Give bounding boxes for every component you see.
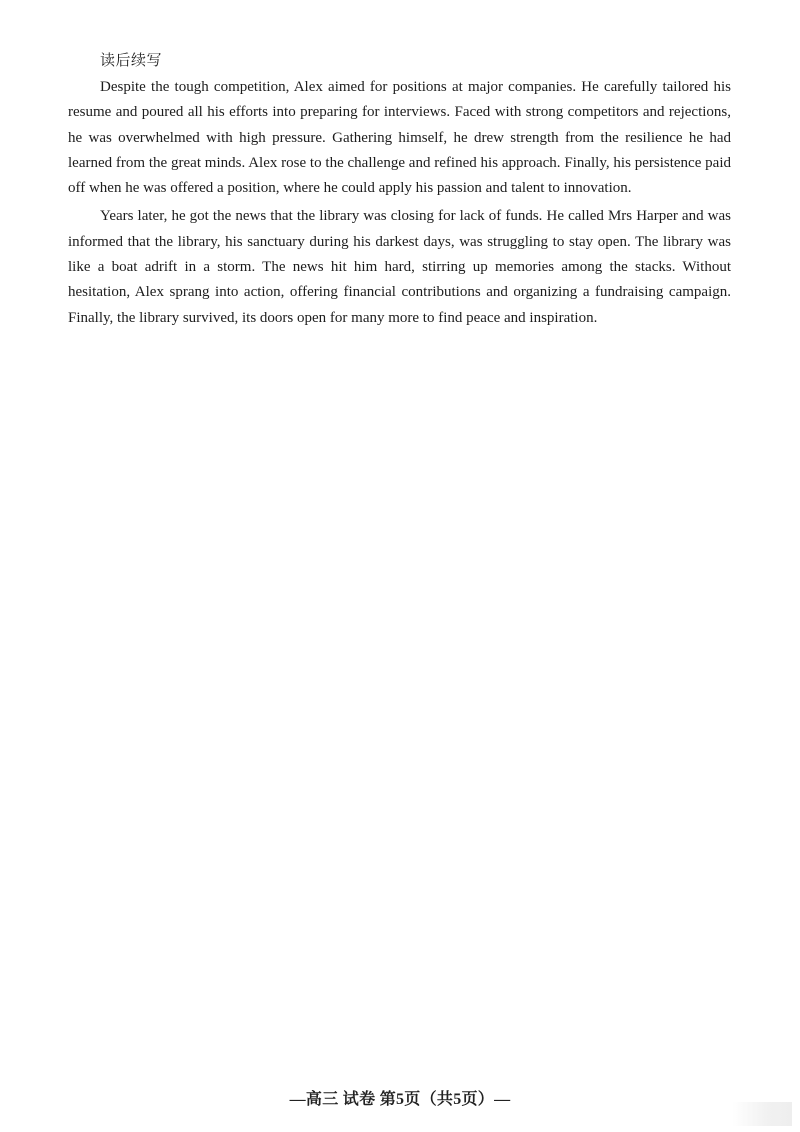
- paragraph-2: Years later, he got the news that the library was closing for lack of funds. He called Mrs Harper and was informed that the library, his sanctuary during his darkest days, was struggling to stay open. The library was like a boat adrift in a storm. The news hit him hard, stirring up memories among the stacks. Without hesitation, Alex sprang into action, offering financial contributions and organizing a fundraising campaign. Finally, the library survived, its doors open for many more to find peace and inspiration.: [68, 208, 731, 326]
- scan-corner-shade: [732, 1102, 792, 1126]
- essay-body: [68, 75, 731, 331]
- page-footer: —高三 试卷 第5页（共5页）—: [289, 1091, 511, 1108]
- paragraph-1: Despite the tough competition, Alex aimed for positions at major companies. He carefully tailored his resume and poured all his efforts into preparing for interviews. Faced with strong competitors and rejections, he was overwhelmed with high pressure. Gathering himself, he drew strength from the resilience he had learned from the great minds. Alex rose to the challenge and refined his approach. Finally, his persistence paid off when he was offered a position, where he could apply his passion and talent to innovation.: [68, 79, 731, 197]
- section-heading: 读后续写: [100, 53, 163, 69]
